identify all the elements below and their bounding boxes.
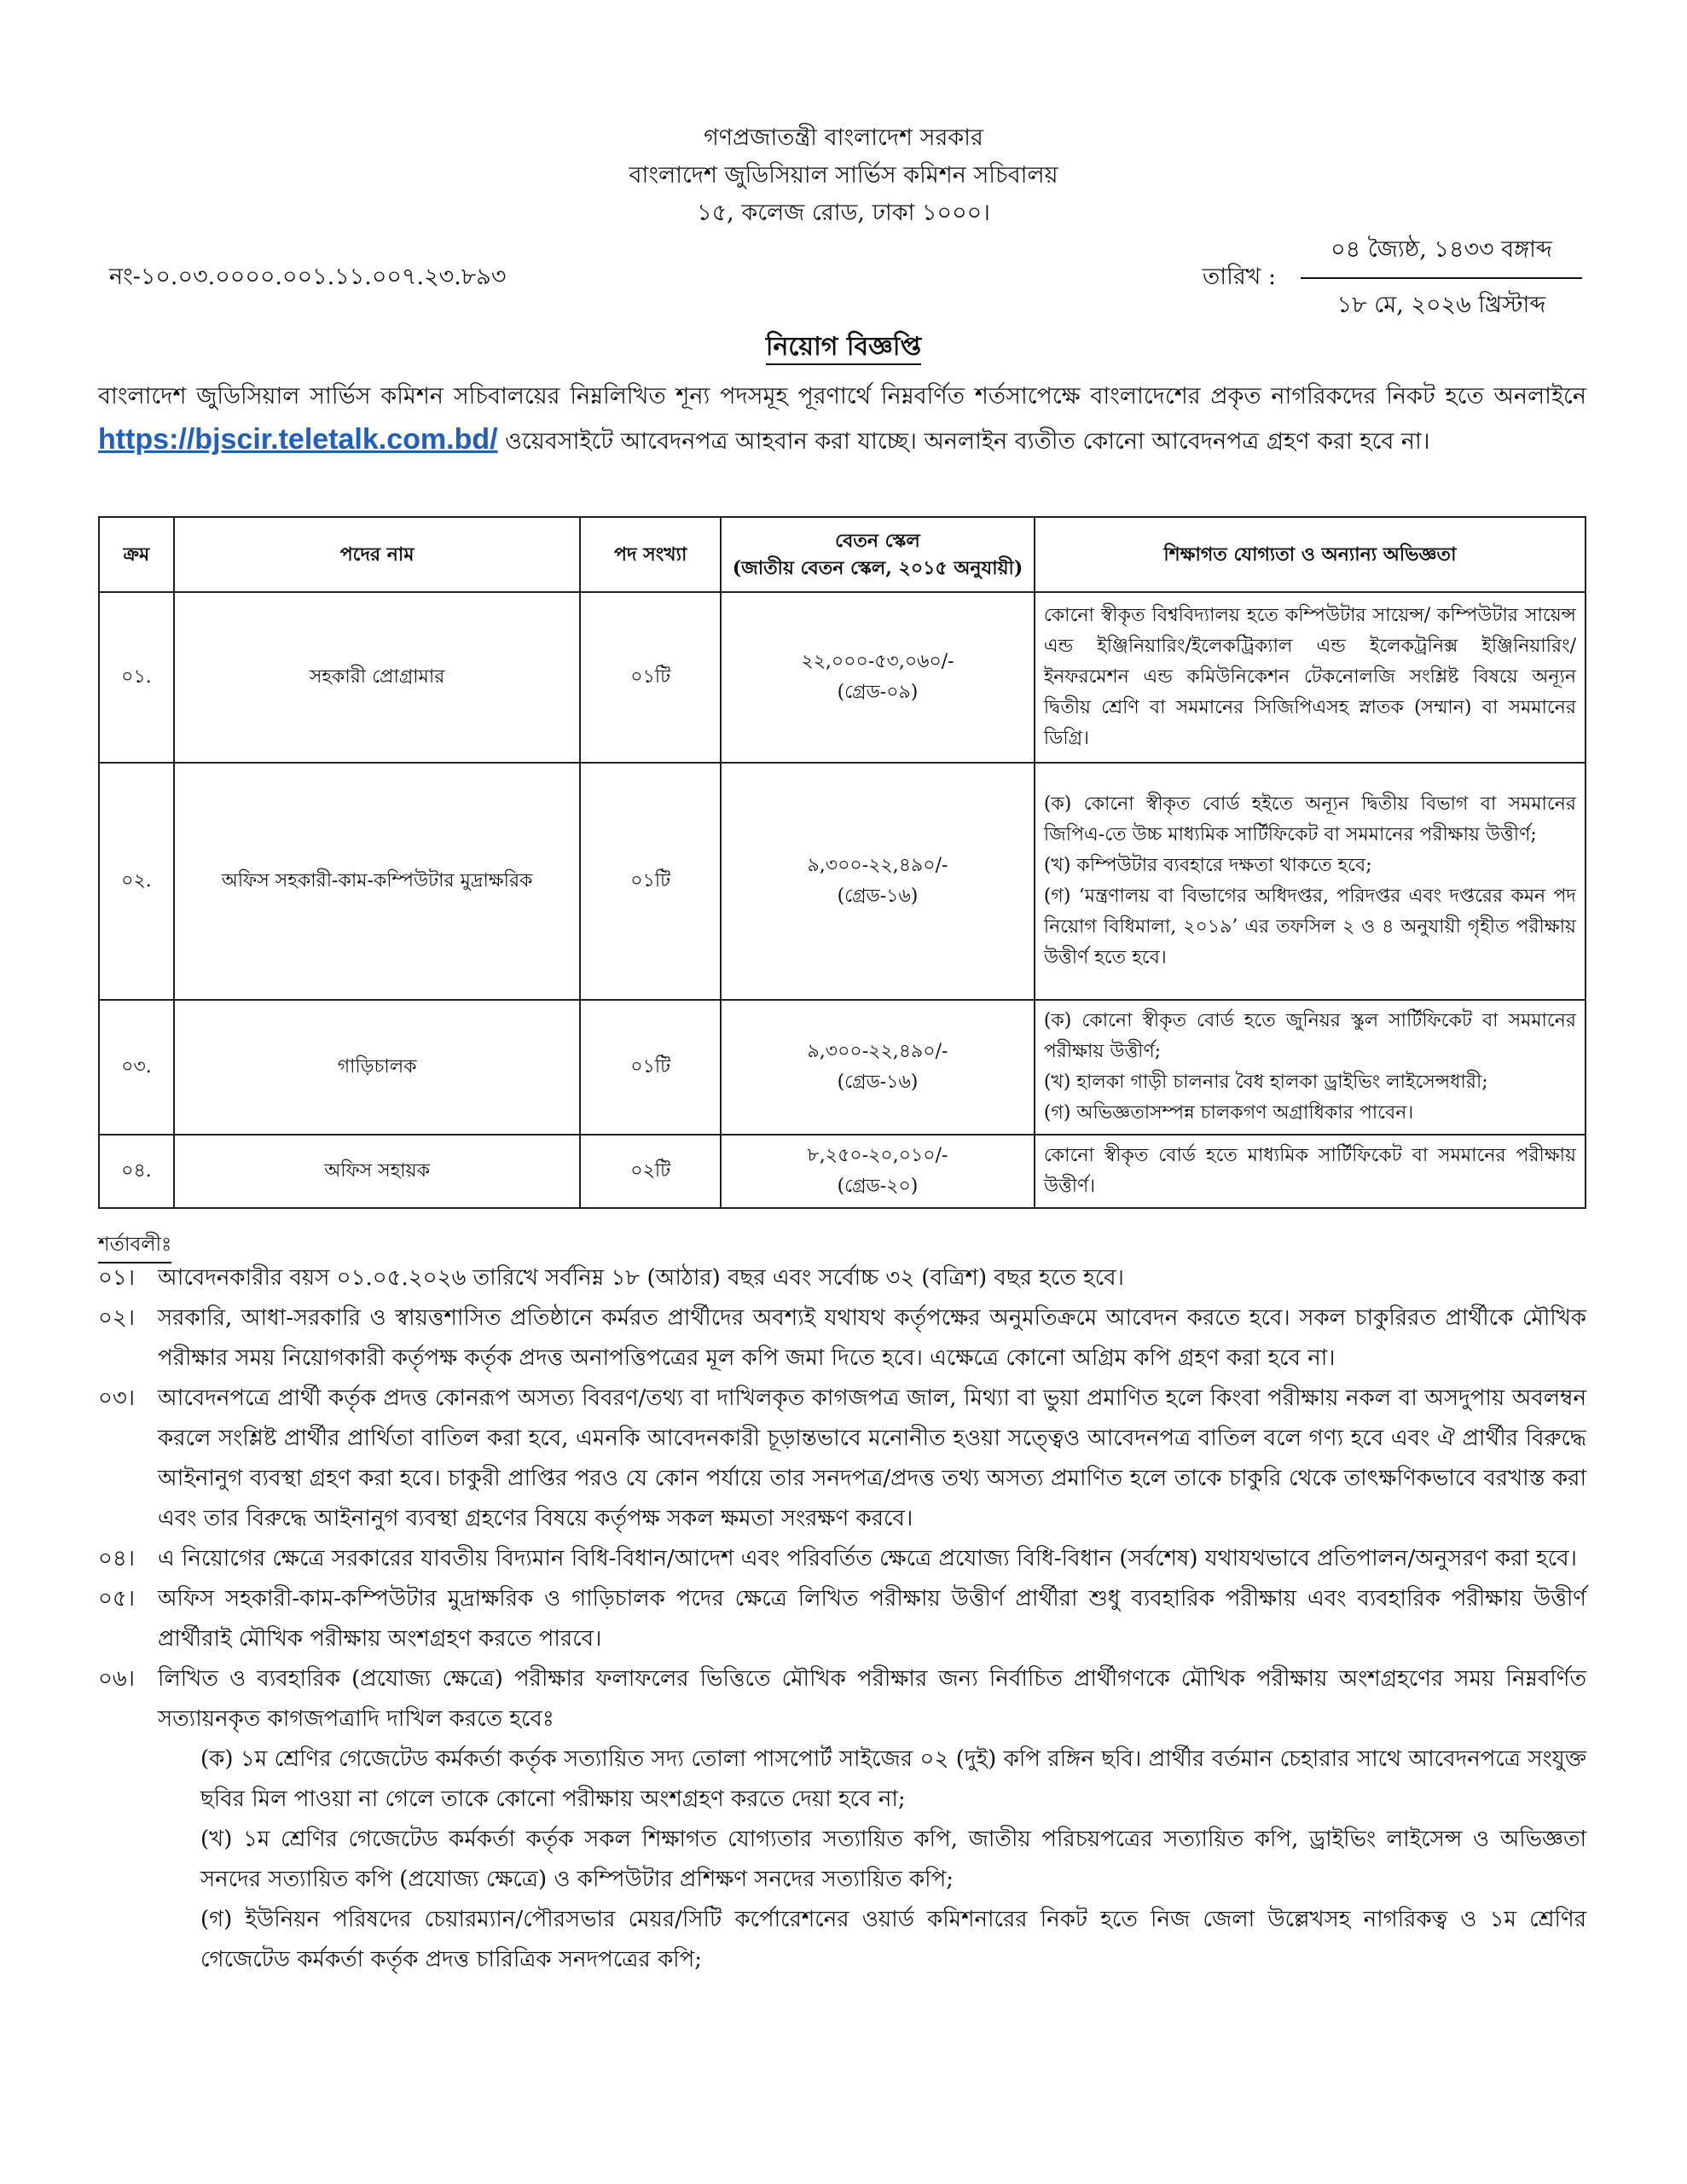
cell-post: অফিস সহায়ক [174, 1135, 580, 1208]
cell-qualification [1035, 1135, 1586, 1208]
cell-count: ০২টি [580, 1135, 721, 1208]
grade-value: (গ্রেড-১৬) [837, 1072, 919, 1093]
cell-count: ০১টি [580, 1000, 721, 1135]
condition-text: লিখিত ও ব্যবহারিক (প্রযোজ্য ক্ষেত্রে) পরীক্ষার ফলাফলের ভিত্তিতে মৌখিক পরীক্ষার জন্য নির্বাচিত প্রার্থীগণকে মৌখিক পরীক্ষায় অংশগ্রহণের সময় নিম্নবর্ণিত সত্যায়নকৃত কাগজপত্রাদি দাখিল করতে হবেঃ [158, 1666, 1586, 1732]
letterhead [0, 119, 1687, 232]
col-header-scale-line2: (জাতীয় বেতন স্কেল, ২০১৫ অনুযায়ী) [732, 557, 1023, 579]
table-row [99, 1135, 1586, 1208]
document-list [200, 1740, 1586, 1980]
col-header-count: পদ সংখ্যা [580, 517, 721, 592]
col-header-scale-line1: বেতন স্কেল [835, 530, 920, 552]
date-block [1301, 232, 1582, 326]
date-english: ১৮ মে, ২০২৬ খ্রিস্টাব্দ [1336, 292, 1546, 318]
cell-post: সহকারী প্রোগ্রামার [174, 592, 580, 763]
col-header-serial: ক্রম [99, 517, 174, 592]
intro-text-1: বাংলাদেশ জুডিসিয়াল সার্ভিস কমিশন সচিবালয়ের নিম্নলিখিত শূন্য পদসমূহ পূরণার্থে নিম্নবর্ণিত শর্তসাপেক্ষে বাংলাদেশের প্রকৃত নাগরিকদের নিকট হতে অনলাইনে [98, 383, 1586, 410]
qualification-item: (ক) কোনো স্বীকৃত বোর্ড হইতে অন্যূন দ্বিতীয় বিভাগ বা সমমানের জিপিএ-তে উচ্চ মাধ্যমিক সার্টিফিকেট বা সমমানের পরীক্ষায় উত্তীর্ণ; [1043, 793, 1576, 845]
qualification-item: কোনো স্বীকৃত বোর্ড হতে মাধ্যমিক সার্টিফিকেট বা সমমানের পরীক্ষায় উত্তীর্ণ। [1043, 1145, 1576, 1197]
cell-serial: ০৩. [99, 1000, 174, 1135]
intro-text-2: ওয়েবসাইটে আবেদনপত্র আহবান করা যাচ্ছে। অনলাইন ব্যতীত কোনো আবেদনপত্র গ্রহণ করা হবে না। [497, 428, 1430, 455]
condition-number: ০৫। [98, 1586, 136, 1612]
scale-value: ৯,৩০০-২২,৪৯০/- [807, 855, 948, 876]
cell-serial: ০২. [99, 763, 174, 1000]
condition-text: আবেদনকারীর বয়স ০১.০৫.২০২৬ তারিখে সর্বনিম্ন ১৮ (আঠার) বছর এবং সর্বোচ্চ ৩২ (বত্রিশ) বছর হতে হবে। [158, 1265, 1124, 1291]
scale-value: ৯,৩০০-২২,৪৯০/- [807, 1041, 948, 1062]
cell-qualification [1035, 1000, 1586, 1135]
cell-post: অফিস সহকারী-কাম-কম্পিউটার মুদ্রাক্ষরিক [174, 763, 580, 1000]
cell-scale [721, 763, 1035, 1000]
condition-number: ০২। [98, 1305, 136, 1331]
vacancy-table [98, 516, 1586, 1209]
office-name: বাংলাদেশ জুডিসিয়াল সার্ভিস কমিশন সচিবালয় [629, 162, 1058, 189]
cell-serial: ০৪. [99, 1135, 174, 1208]
condition-number: ০৪। [98, 1546, 136, 1571]
col-header-scale [721, 517, 1035, 592]
conditions-heading: শর্তাবলীঃ [98, 1228, 171, 1263]
cell-scale [721, 1135, 1035, 1208]
date-bangla: ০৪ জ্যৈষ্ঠ, ১৪৩৩ বঙ্গাব্দ [1301, 232, 1582, 279]
qualification-item: (গ) অভিজ্ঞতাসম্পন্ন চালকগণ অগ্রাধিকার পাবেন। [1043, 1102, 1414, 1124]
table-row [99, 763, 1586, 1000]
qualification-item: (খ) হালকা গাড়ী চালনার বৈধ হালকা ড্রাইভিং লাইসেন্সধারী; [1043, 1072, 1488, 1093]
cell-scale [721, 1000, 1035, 1135]
scale-value: ৮,২৫০-২০,০১০/- [807, 1145, 948, 1166]
application-website-link[interactable]: https://bjscir.teletalk.com.bd/ [98, 423, 498, 456]
notice-title-text: নিয়োগ বিজ্ঞপ্তি [766, 332, 921, 365]
condition-item [98, 1258, 1586, 1298]
cell-qualification [1035, 592, 1586, 763]
col-header-post: পদের নাম [174, 517, 580, 592]
condition-number: ০৬। [98, 1666, 136, 1692]
cell-qualification [1035, 763, 1586, 1000]
condition-text: সরকারি, আধা-সরকারি ও স্বায়ত্তশাসিত প্রতিষ্ঠানে কর্মরত প্রার্থীদের অবশ্যই যথাযথ কর্তৃপক্ষের অনুমতিক্রমে আবেদন করতে হবে। সকল চাকুরিরত প্রার্থীকে মৌখিক পরীক্ষার সময় নিয়োগকারী কর্তৃপক্ষ কর্তৃক প্রদত্ত অনাপত্তিপত্রের মূল কপি জমা দিতে হবে। এক্ষেত্রে কোনো অগ্রিম কপি গ্রহণ করা হবে না। [158, 1305, 1586, 1371]
condition-item [98, 1539, 1586, 1579]
condition-item [98, 1579, 1586, 1659]
grade-value: (গ্রেড-২০) [837, 1176, 919, 1197]
condition-item [98, 1298, 1586, 1379]
condition-text: এ নিয়োগের ক্ষেত্রে সরকারের যাবতীয় বিদ্যমান বিধি-বিধান/আদেশ এবং পরিবর্তিত ক্ষেত্রে প্রযোজ্য বিধি-বিধান (সর্বশেষ) যথাযথভাবে প্রতিপালন/অনুসরণ করা হবে। [158, 1546, 1577, 1571]
qualification-item: (খ) কম্পিউটার ব্যবহারে দক্ষতা থাকতে হবে; [1043, 855, 1372, 876]
intro-paragraph [98, 375, 1586, 463]
office-address: ১৫, কলেজ রোড, ঢাকা ১০০০। [697, 200, 990, 226]
cell-scale [721, 592, 1035, 763]
cell-serial: ০১. [99, 592, 174, 763]
document-item: (ক) ১ম শ্রেণির গেজেটেড কর্মকর্তা কর্তৃক সত্যায়িত সদ্য তোলা পাসপোর্ট সাইজের ০২ (দুই) কপি রঙ্গিন ছবি। প্রার্থীর বর্তমান চেহারার সাথে আবেদনপত্রে সংযুক্ত ছবির মিল পাওয়া না গেলে তাকে কোনো পরীক্ষায় অংশগ্রহণ করতে দেয়া হবে না; [200, 1746, 1586, 1812]
cell-post: গাড়িচালক [174, 1000, 580, 1135]
condition-number: ০১। [98, 1265, 136, 1291]
cell-count: ০১টি [580, 592, 721, 763]
grade-value: (গ্রেড-০৯) [837, 682, 919, 703]
qualification-item: (ক) কোনো স্বীকৃত বোর্ড হতে জুনিয়র স্কুল সার্টিফিকেট বা সমমানের পরীক্ষায় উত্তীর্ণ; [1043, 1010, 1576, 1062]
qualification-item: (গ) ‘মন্ত্রণালয় বা বিভাগের অধিদপ্তর, পরিদপ্তর এবং দপ্তরের কমন পদ নিয়োগ বিধিমালা, ২০১৯’ এর তফসিল ২ ও ৪ অনুযায়ী গৃহীত পরীক্ষায় উত্তীর্ণ হতে হবে। [1043, 886, 1576, 968]
condition-number: ০৩। [98, 1385, 136, 1411]
cell-count: ০১টি [580, 763, 721, 1000]
qualification-item: কোনো স্বীকৃত বিশ্ববিদ্যালয় হতে কম্পিউটার সায়েন্স/ কম্পিউটার সায়েন্স এন্ড ইঞ্জিনিয়ারিং/ইলেকট্রিক্যাল এন্ড ইলেকট্রনিক্স ইঞ্জিনিয়ারিং/ইনফরমেশন এন্ড কমিউনিকেশন টেকনোলজি সংশ্লিষ্ট বিষয়ে অন্যূন দ্বিতীয় শ্রেণি বা সমমানের সিজিপিএসহ স্নাতক (সম্মান) বা সমমানের ডিগ্রি। [1043, 605, 1576, 749]
conditions-list [98, 1258, 1586, 1980]
notice-title [0, 326, 1687, 369]
govt-name: গণপ্রজাতন্ত্রী বাংলাদেশ সরকার [704, 125, 983, 151]
table-row [99, 592, 1586, 763]
condition-item [98, 1659, 1586, 1740]
memo-number: নং-১০.০৩.০০০০.০০১.১১.০০৭.২৩.৮৯৩ [109, 264, 507, 290]
scale-value: ২২,০০০-৫৩,০৬০/- [801, 651, 954, 672]
condition-text: আবেদনপত্রে প্রার্থী কর্তৃক প্রদত্ত কোনরূপ অসত্য বিবরণ/তথ্য বা দাখিলকৃত কাগজপত্র জাল, মিথ্যা বা ভুয়া প্রমাণিত হলে কিংবা পরীক্ষায় নকল বা অসদুপায় অবলম্বন করলে সংশ্লিষ্ট প্রার্থীর প্রার্থিতা বাতিল করা হবে, এমনকি আবেদনকারী চূড়ান্তভাবে মনোনীত হওয়া সত্ত্বেও আবেদনপত্র বাতিল বলে গণ্য হবে এবং ঐ প্রার্থীর বিরুদ্ধে আইনানুগ ব্যবস্থা গ্রহণ করা হবে। চাকুরী প্রাপ্তির পরও যে কোন পর্যায়ে তার সনদপত্র/প্রদত্ত তথ্য অসত্য প্রমাণিত হলে তাকে চাকুরি থেকে তাৎক্ষণিকভাবে বরখাস্ত করা এবং তার বিরুদ্ধে আইনানুগ ব্যবস্থা গ্রহণের বিষয়ে কর্তৃপক্ষ সকল ক্ষমতা সংরক্ষণ করবে। [158, 1385, 1586, 1531]
condition-item [98, 1379, 1586, 1539]
grade-value: (গ্রেড-১৬) [837, 886, 919, 907]
table-header-row [99, 517, 1586, 592]
col-header-qualification: শিক্ষাগত যোগ্যতা ও অন্যান্য অভিজ্ঞতা [1035, 517, 1586, 592]
condition-text: অফিস সহকারী-কাম-কম্পিউটার মুদ্রাক্ষরিক ও গাড়িচালক পদের ক্ষেত্রে লিখিত পরীক্ষায় উত্তীর্ণ প্রার্থীরা শুধু ব্যবহারিক পরীক্ষায় এবং ব্যবহারিক পরীক্ষায় উত্তীর্ণ প্রার্থীরাই মৌখিক পরীক্ষায় অংশগ্রহণ করতে পারবে। [158, 1586, 1586, 1652]
table-row [99, 1000, 1586, 1135]
document-item: (গ) ইউনিয়ন পরিষদের চেয়ারম্যান/পৌরসভার মেয়র/সিটি কর্পোরেশনের ওয়ার্ড কমিশনারের নিকট হতে নিজ জেলা উল্লেখসহ নাগরিকত্ব ও ১ম শ্রেণির গেজেটেড কর্মকর্তা কর্তৃক প্রদত্ত চারিত্রিক সনদপত্রের কপি; [200, 1907, 1586, 1972]
date-label: তারিখ : [1203, 264, 1277, 290]
document-item: (খ) ১ম শ্রেণির গেজেটেড কর্মকর্তা কর্তৃক সকল শিক্ষাগত যোগ্যতার সত্যায়িত কপি, জাতীয় পরিচয়পত্রের সত্যায়িত কপি, ড্রাইভিং লাইসেন্স ও অভিজ্ঞতা সনদের সত্যায়িত কপি (প্রযোজ্য ক্ষেত্রে) ও কম্পিউটার প্রশিক্ষণ সনদের সত্যায়িত কপি; [200, 1827, 1586, 1892]
